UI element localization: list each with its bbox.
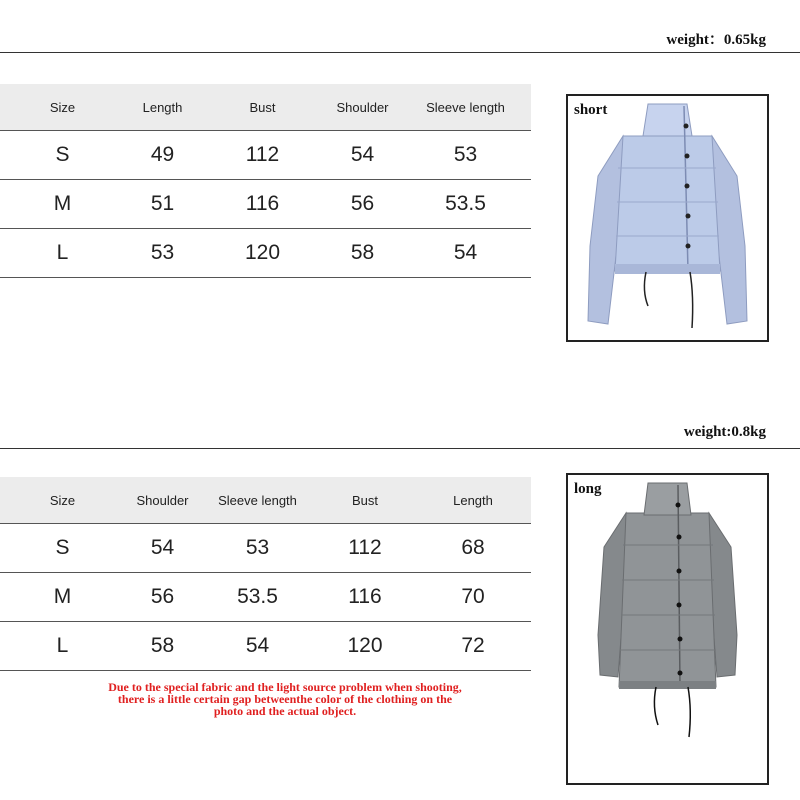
table-row — [0, 622, 531, 671]
cell-size: S — [0, 131, 125, 180]
disclaimer-line: there is a little certain gap betweenthe color of the clothing on the — [117, 692, 453, 706]
cell-sleeve-length: 53 — [400, 131, 531, 180]
cell-bust: 112 — [315, 524, 415, 573]
cell-shoulder: 58 — [325, 229, 400, 278]
photo-label-short: short — [574, 102, 608, 118]
color-disclaimer — [40, 681, 530, 717]
cell-bust: 120 — [200, 229, 325, 278]
cell-sleeve-length: 54 — [400, 229, 531, 278]
cell-shoulder: 54 — [325, 131, 400, 180]
size-table-short — [0, 84, 531, 278]
table-row — [0, 180, 531, 229]
cell-length: 49 — [125, 131, 200, 180]
header-size: Size — [0, 477, 125, 524]
cell-size: S — [0, 524, 125, 573]
cell-size: L — [0, 622, 125, 671]
long-jacket-icon — [568, 475, 767, 783]
table-row — [0, 573, 531, 622]
cell-length: 53 — [125, 229, 200, 278]
cell-sleeve-length: 53.5 — [400, 180, 531, 229]
weight-label-short: weight：0.65kg — [666, 32, 766, 48]
cell-shoulder: 58 — [125, 622, 200, 671]
disclaimer-line: photo and the actual object. — [213, 704, 357, 718]
cell-sleeve-length: 54 — [200, 622, 315, 671]
size-table-long — [0, 477, 531, 671]
header-sleeve-length: Sleeve length — [400, 84, 531, 131]
header-shoulder: Shoulder — [325, 84, 400, 131]
photo-label-long: long — [574, 481, 602, 497]
header-length: Length — [415, 477, 531, 524]
cell-bust: 120 — [315, 622, 415, 671]
cell-bust: 116 — [200, 180, 325, 229]
cell-shoulder: 56 — [125, 573, 200, 622]
cell-size: L — [0, 229, 125, 278]
cell-length: 68 — [415, 524, 531, 573]
table-header-row — [0, 84, 531, 131]
cell-bust: 116 — [315, 573, 415, 622]
header-length: Length — [125, 84, 200, 131]
cell-sleeve-length: 53 — [200, 524, 315, 573]
table-row — [0, 229, 531, 278]
table-row — [0, 131, 531, 180]
cell-length: 70 — [415, 573, 531, 622]
cell-shoulder: 54 — [125, 524, 200, 573]
header-sleeve-length: Sleeve length — [200, 477, 315, 524]
cell-length: 72 — [415, 622, 531, 671]
cell-size: M — [0, 573, 125, 622]
header-bust: Bust — [315, 477, 415, 524]
cell-shoulder: 56 — [325, 180, 400, 229]
cell-sleeve-length: 53.5 — [200, 573, 315, 622]
divider-line — [0, 448, 800, 449]
cell-size: M — [0, 180, 125, 229]
table-header-row — [0, 477, 531, 524]
table-row — [0, 524, 531, 573]
disclaimer-line: Due to the special fabric and the light source problem when shooting, — [108, 680, 462, 694]
long-jacket-photo-frame — [566, 473, 769, 785]
header-shoulder: Shoulder — [125, 477, 200, 524]
short-jacket-icon — [568, 96, 767, 340]
header-size: Size — [0, 84, 125, 131]
cell-bust: 112 — [200, 131, 325, 180]
divider-line — [0, 52, 800, 53]
cell-length: 51 — [125, 180, 200, 229]
header-bust: Bust — [200, 84, 325, 131]
weight-label-long: weight:0.8kg — [683, 424, 766, 440]
short-jacket-photo-frame — [566, 94, 769, 342]
